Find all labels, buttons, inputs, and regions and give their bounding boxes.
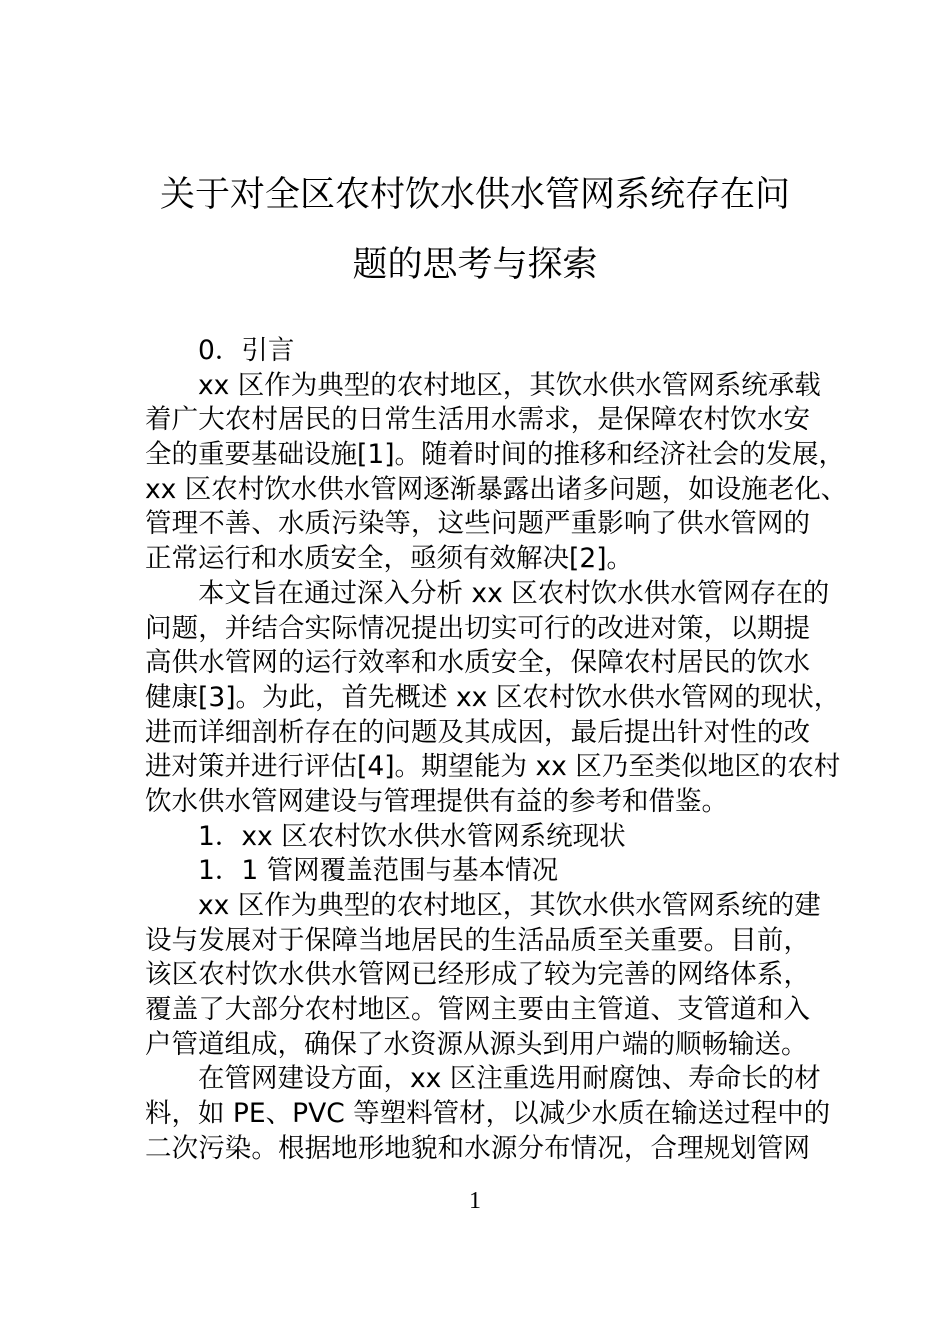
text-line: 进而详细剖析存在的问题及其成因，最后提出针对性的改 (145, 716, 810, 748)
text-line: 户管道组成，确保了水资源从源头到用户端的顺畅输送。 (145, 1028, 808, 1060)
page-number: 1 (469, 1188, 481, 1214)
document-title (0, 160, 950, 300)
text-line: 料，如 PE、PVC 等塑料管材，以减少水质在输送过程中的 (145, 1098, 831, 1130)
text-line: 设与发展对于保障当地居民的生活品质至关重要。目前， (145, 924, 810, 956)
document-body (145, 334, 848, 1167)
text-line: 问题，并结合实际情况提出切实可行的改进对策，以期提 (145, 612, 810, 644)
text-line: 健康[3]。为此，首先概述 xx 区农村饮水供水管网的现状， (145, 681, 841, 713)
text-line: 着广大农村居民的日常生活用水需求，是保障农村饮水安 (145, 404, 810, 436)
text-line: xx 区农村饮水供水管网逐渐暴露出诸多问题，如设施老化、 (145, 473, 848, 505)
text-line: 全的重要基础设施[1]。随着时间的推移和经济社会的发展， (145, 439, 846, 471)
title-line-1: 关于对全区农村饮水供水管网系统存在问 (159, 175, 790, 215)
text-line: 高供水管网的运行效率和水质安全，保障农村居民的饮水 (145, 647, 810, 679)
text-line: 正常运行和水质安全，亟须有效解决[2]。 (145, 543, 634, 575)
text-line: 二次污染。根据地形地貌和水源分布情况，合理规划管网 (145, 1132, 810, 1164)
title-line-2: 题的思考与探索 (352, 245, 598, 285)
text-line: xx 区作为典型的农村地区，其饮水供水管网系统承载 (198, 369, 821, 401)
text-line: 覆盖了大部分农村地区。管网主要由主管道、支管道和入 (145, 994, 810, 1026)
text-line: 1．xx 区农村饮水供水管网系统现状 (198, 820, 626, 852)
text-line: 管理不善、水质污染等，这些问题严重影响了供水管网的 (145, 508, 810, 540)
text-line: 在管网建设方面，xx 区注重选用耐腐蚀、寿命长的材 (198, 1063, 821, 1095)
text-line: 本文旨在通过深入分析 xx 区农村饮水供水管网存在的 (198, 577, 830, 609)
text-line: 进对策并进行评估[4]。期望能为 xx 区乃至类似地区的农村 (145, 751, 841, 783)
text-line: 饮水供水管网建设与管理提供有益的参考和借鉴。 (145, 785, 728, 817)
text-line: xx 区作为典型的农村地区，其饮水供水管网系统的建 (198, 890, 821, 921)
text-line: 0．引言 (198, 335, 295, 366)
text-line: 该区农村饮水供水管网已经形成了较为完善的网络体系， (145, 959, 810, 991)
text-line: 1．1 管网覆盖范围与基本情况 (198, 855, 559, 887)
